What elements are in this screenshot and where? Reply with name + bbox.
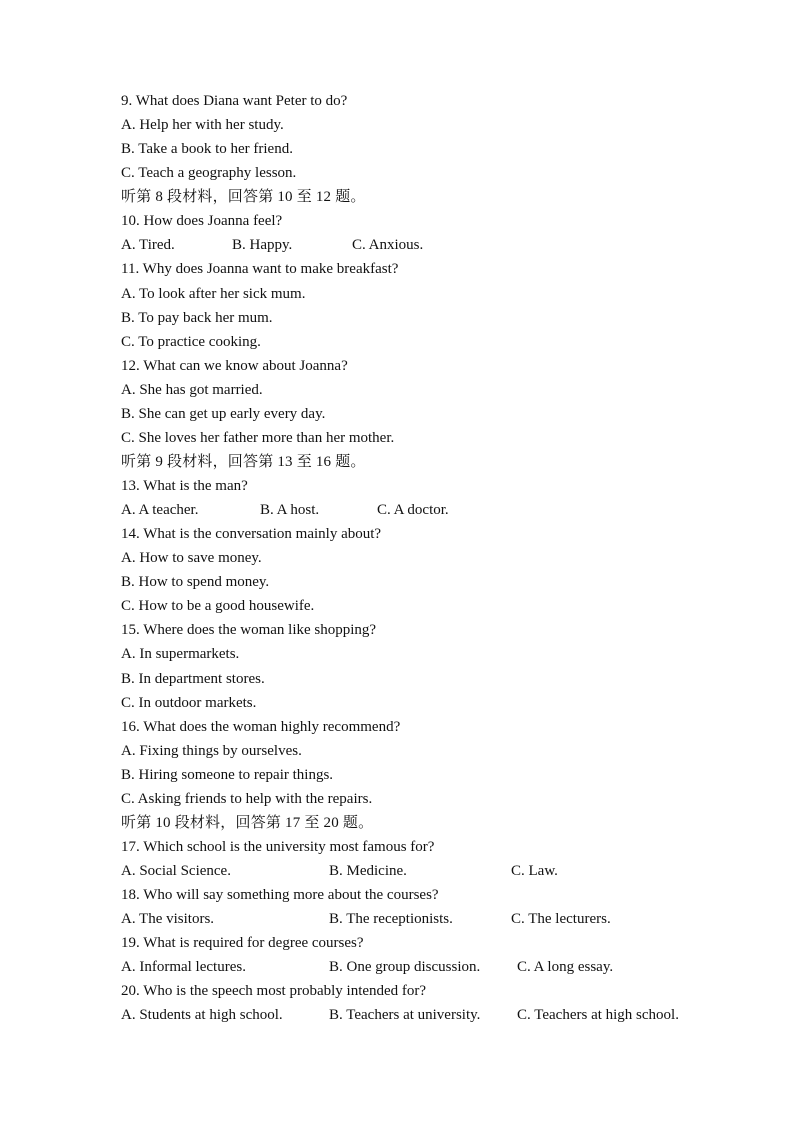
answer-option: B. Teachers at university. (329, 1007, 481, 1024)
option-row (121, 955, 741, 979)
answer-option: C. Law. (511, 863, 558, 879)
question-line: C. She loves her father more than her mother. (121, 429, 395, 446)
question-line: 19. What is required for degree courses? (121, 935, 364, 952)
option-row (121, 907, 741, 931)
question-line: 9. What does Diana want Peter to do? (121, 93, 348, 109)
option-row (121, 1003, 741, 1027)
answer-option: A. Students at high school. (121, 1007, 283, 1024)
section-instruction: 听第 8 段材料，回答第 10 至 12 题。 (121, 189, 366, 206)
option-row (121, 859, 741, 883)
answer-option: A. Social Science. (121, 863, 231, 879)
question-line: 11. Why does Joanna want to make breakfast? (121, 261, 399, 278)
answer-option: C. Anxious. (352, 237, 424, 254)
question-line: 18. Who will say something more about the courses? (121, 887, 439, 904)
answer-option: B. Happy. (232, 237, 293, 254)
question-line: C. Asking friends to help with the repairs. (121, 790, 373, 807)
answer-option: A. Informal lectures. (121, 959, 246, 976)
answer-option: A. Tired. (121, 237, 175, 254)
question-line: B. She can get up early every day. (121, 405, 326, 422)
question-line: 15. Where does the woman like shopping? (121, 622, 377, 639)
question-line: 10. How does Joanna feel? (121, 213, 283, 230)
answer-option: B. The receptionists. (329, 911, 453, 928)
question-line: B. Take a book to her friend. (121, 141, 293, 158)
section-instruction: 听第 10 段材料，回答第 17 至 20 题。 (121, 814, 374, 831)
question-line: C. How to be a good housewife. (121, 598, 315, 615)
exam-page (121, 89, 741, 1027)
question-line: C. To practice cooking. (121, 333, 261, 350)
question-line: B. To pay back her mum. (121, 309, 273, 326)
answer-option: C. A long essay. (517, 959, 614, 976)
question-line: B. In department stores. (121, 670, 265, 687)
question-line: 14. What is the conversation mainly about? (121, 526, 382, 543)
question-line: 20. Who is the speech most probably intended for? (121, 983, 427, 1000)
answer-option: A. A teacher. (121, 502, 199, 519)
question-line: A. To look after her sick mum. (121, 285, 306, 302)
option-row (121, 498, 741, 522)
question-line: A. Fixing things by ourselves. (121, 742, 302, 759)
question-line: A. Help her with her study. (121, 117, 284, 134)
answer-option: C. Teachers at high school. (517, 1007, 679, 1024)
question-line: C. In outdoor markets. (121, 694, 257, 711)
answer-option: B. A host. (260, 502, 320, 519)
answer-option: C. A doctor. (377, 502, 449, 519)
question-line: C. Teach a geography lesson. (121, 165, 297, 182)
question-line: A. In supermarkets. (121, 646, 240, 663)
question-line: A. She has got married. (121, 381, 263, 398)
answer-option: A. The visitors. (121, 911, 215, 928)
section-instruction: 听第 9 段材料，回答第 13 至 16 题。 (121, 453, 366, 470)
answer-option: B. Medicine. (329, 863, 407, 879)
question-line: 16. What does the woman highly recommend? (121, 718, 401, 735)
option-row (121, 233, 741, 257)
question-line: 12. What can we know about Joanna? (121, 357, 348, 374)
question-line: 17. Which school is the university most famous for? (121, 838, 435, 855)
question-line: 13. What is the man? (121, 478, 248, 494)
answer-option: C. The lecturers. (511, 911, 611, 928)
question-line: B. Hiring someone to repair things. (121, 766, 334, 783)
question-line: B. How to spend money. (121, 574, 270, 591)
question-line: A. How to save money. (121, 550, 262, 567)
answer-option: B. One group discussion. (329, 959, 481, 976)
